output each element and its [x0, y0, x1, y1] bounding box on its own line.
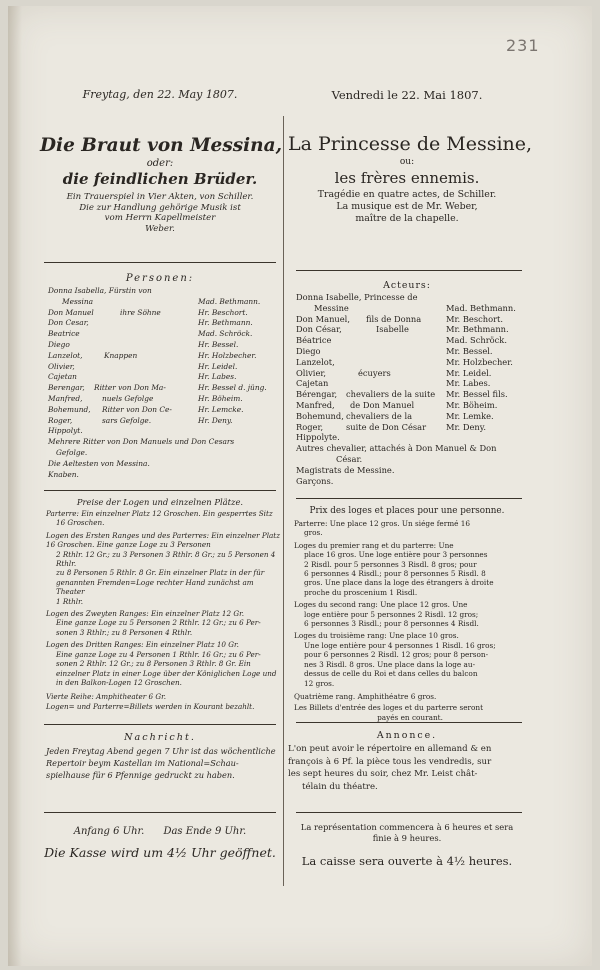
german-desc-line: Die zur Handlung gehörige Musik ist — [79, 202, 241, 213]
german-price-list: Parterre: Ein einzelner Platz 12 Groschen. Ein gesperrtes Sitz 16 Groschen. Logen des Ersten Ranges und des Parterres: Ein einzelner Platz 16 Groschen. Eine ganze Loge zu 3 Personen 2 Rthlr. 12 Gr.; zu 3 Personen 3 Rthlr. 8 Gr.; zu 5 Personen 4 Rthlr. zu 8 Personen 5 Rthlr. 8 Gr. Ein einzelner Platz in der für genannten Fremden=Loge rechter Hand zunächst am Theater 1 Rthlr. Logen des Zweyten Ranges: Ein einzelner Platz 12 Gr. Eine ganze Loge zu 5 Personen 2 Rthlr. 12 Gr.; zu 6 Per- sonen 3 Rthlr.; zu 8 Personen 4 Rthlr. Logen des Dritten Ranges: Ein einzelner Platz 10 Gr. Eine ganze Loge zu 4 Personen 1 Rthlr. 16 Gr.; zu 6 Per- sonen 2 Rthlr. 12 Gr.; zu 8 Personen 3 Rthlr. 8 Gr. Ein einzelner Platz in einer Loge über der Königlichen Loge und in den Balkon-Logen 12 Groschen. Vierte Reihe: Amphitheater 6 Gr. Logen= und Parterre=Billets werden in Kourant bezahlt. — [46, 509, 280, 711]
french-price-list: Parterre: Une place 12 gros. Un siége fermé 16 gros. Loges du premier rang et du parterre: Une place 16 gros. Une loge entière pour 3 personnes 2 Risdl. pour 5 personnes 3 Risdl. 8 gros; pour 6 personnes 4 Risdl.; pour 8 personnes 5 Risdl. 8 gros. Une place dans la loge des étrangers à droite proche du proscenium 1 Risdl. Loges du second rang: Une place 12 gros. Une loge entière pour 5 personnes 2 Risdl. 12 gros; 6 personnes 3 Risdl.; pour 8 personnes 4 Risdl. Loges du troisième rang: Une place 10 gros. Une loge entière pour 4 personnes 1 Risdl. 16 gros; pour 6 personnes 2 Risdl. 12 gros; pour 8 person- nes 3 Risdl. 8 gros. Une place dans la loge au- dessus de celle du Roi et dans celles du balcon 12 gros. Quatrième rang. Amphithéatre 6 gros. Les Billets d'entrée des loges et du parterre seront payés en courant. — [294, 519, 496, 722]
divider — [296, 812, 522, 813]
french-date: Vendredi le 22. Mai 1807. — [331, 88, 483, 102]
french-annonce — [288, 730, 526, 793]
french-description: Tragédie en quatre actes, de Schiller. La musique est de Mr. Weber, maître de la chapelle. — [317, 189, 497, 224]
cast-row: Bohemund, chevaliers de la Mr. Lemke. — [296, 410, 494, 421]
french-cast-list — [288, 292, 526, 443]
divider — [296, 270, 522, 271]
german-prices-heading: Preise der Logen und einzelnen Plätze. — [76, 497, 244, 507]
acteurs-heading: Acteurs: — [383, 280, 431, 291]
cast-row: Lanzelot, Knappen Hr. Holzbecher. — [48, 350, 257, 360]
german-desc-line: vom Herrn Kapellmeister — [104, 213, 216, 224]
french-title-block — [288, 132, 533, 225]
french-date-wrap — [288, 88, 526, 102]
german-cast — [40, 273, 280, 480]
german-nachricht — [40, 732, 280, 781]
caisse-opening: La caisse sera ouverte à 4½ heures. — [301, 854, 513, 868]
french-extra-roles: Autres chevalier, attachés à Don Manuel & Don César. Magistrats de Messine. Garçons. — [296, 443, 497, 486]
german-title: Die Braut von Messina, — [40, 135, 283, 156]
cast-row: Manfred, de Don Manuel Mr. Böheim. — [296, 399, 498, 410]
nachricht-heading: Nachricht. — [124, 732, 196, 743]
german-extra-roles: Mehrere Ritter von Don Manuels und Don Cesars Gefolge. Die Aeltesten von Messina. Knaben. — [48, 437, 235, 479]
cast-row: Don César, Isabelle Mr. Bethmann. — [296, 324, 509, 335]
french-title: La Princesse de Messine, — [288, 133, 533, 155]
german-description — [40, 192, 280, 234]
cast-row: Bohemund, Ritter von Don Ce- Hr. Lemcke. — [48, 404, 244, 414]
divider — [44, 262, 276, 263]
divider — [44, 724, 276, 725]
divider — [44, 490, 276, 491]
french-subtitle: les frères ennemis. — [334, 169, 480, 187]
cast-row: Cajetan Hr. Labes. — [48, 372, 237, 382]
cast-row: Manfred, nuels Gefolge Hr. Böheim. — [48, 393, 243, 403]
french-prices — [288, 506, 526, 722]
cast-row: Olivier, écuyers Mr. Leidel. — [296, 367, 492, 378]
german-prices — [40, 497, 280, 711]
cast-row: Don Manuel, fils de Donna Mr. Beschort. — [296, 313, 504, 324]
french-cast — [288, 280, 526, 486]
paper-edge-shadow — [8, 6, 22, 966]
column-divider — [283, 116, 284, 886]
german-cast-list — [40, 286, 280, 437]
german-column — [40, 88, 280, 101]
cast-row: Berengar, Ritter von Don Ma- Hr. Bessel d. jüng. — [48, 383, 267, 393]
cast-row: Lanzelot, Mr. Holzbecher. — [296, 356, 513, 367]
cast-row: Don Manuel ihre Söhne Hr. Beschort. — [48, 307, 248, 317]
cast-row: Beatrice Mad. Schröck. — [48, 329, 253, 339]
cast-row: Diego Mr. Bessel. — [296, 345, 493, 356]
cast-row: Bérengar, chevaliers de la suite Mr. Bessel fils. — [296, 389, 508, 400]
cast-row: Hippolyt. — [48, 426, 83, 436]
german-subtitle: die feindlichen Brüder. — [62, 170, 258, 188]
french-prices-heading: Prix des loges et places pour une personne. — [309, 506, 505, 516]
german-times — [40, 826, 280, 860]
german-desc-line: Weber. — [145, 223, 175, 234]
cast-row: Donna Isabella, Fürstin von — [48, 286, 152, 295]
german-oder: oder: — [146, 158, 174, 169]
divider — [44, 812, 276, 813]
cast-row: Cajetan Mr. Labes. — [296, 378, 491, 389]
cast-row: Hippolyte. — [296, 432, 340, 443]
cast-row: Diego Hr. Bessel. — [48, 339, 239, 349]
cast-row: Donna Isabelle, Princesse de — [296, 292, 418, 302]
commencera: La représentation commencera à 6 heures et sera finie à 9 heures. — [300, 822, 514, 843]
french-times — [288, 822, 526, 868]
cast-row: Don Cesar, Hr. Bethmann. — [48, 318, 253, 328]
annonce-heading: Annonce. — [376, 730, 438, 741]
cast-row: Messine Mad. Bethmann. — [314, 302, 516, 313]
cast-row: Roger, suite de Don César Mr. Deny. — [296, 421, 486, 432]
nachricht-text: Jeden Freytag Abend gegen 7 Uhr ist das wöchentliche Repertoir beym Kastellan im National=Schau- spielhause für 6 Pfennige gedruckt zu haben. — [46, 746, 276, 780]
french-ou: ou: — [399, 157, 415, 167]
divider — [296, 722, 522, 723]
page-number: 231 — [506, 36, 540, 55]
cast-row: Béatrice Mad. Schröck. — [296, 335, 507, 346]
german-title-block — [40, 134, 283, 234]
personen-heading: Personen: — [125, 273, 195, 284]
anfang-ende: Anfang 6 Uhr. Das Ende 9 Uhr. — [73, 826, 247, 837]
annonce-text: L'on peut avoir le répertoire en allemand & en françois à 6 Pf. la pièce tous les vendredis, sur les sept heures du soir, chez Mr. Leist chât- télain du théatre. — [288, 744, 492, 792]
german-date: Freytag, den 22. May 1807. — [82, 88, 238, 101]
german-desc-line: Ein Trauerspiel in Vier Akten, von Schiller. — [66, 192, 254, 202]
divider — [296, 498, 522, 499]
kasse-opening: Die Kasse wird um 4½ Uhr geöffnet. — [44, 845, 276, 860]
cast-row: Roger, sars Gefolge. Hr. Deny. — [48, 415, 233, 425]
cast-row: Olivier, Hr. Leidel. — [48, 361, 238, 371]
cast-row: Messina Mad. Bethmann. — [62, 296, 261, 306]
